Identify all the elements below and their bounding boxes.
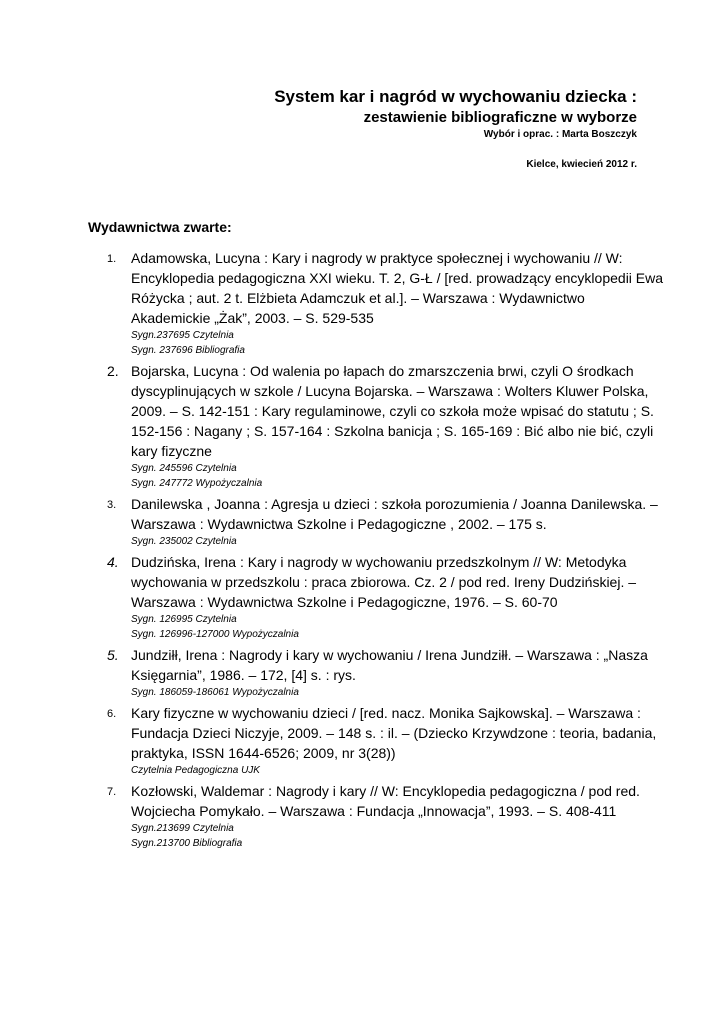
entry-text: Danilewska , Joanna : Agresja u dzieci : szkoła porozumienia / Joanna Danilewska. – Warszawa : Wydawnictwa Szkolne i Pedagogiczne , 2002. – 175 s. xyxy=(131,496,658,532)
bibliography-list xyxy=(0,248,725,854)
entry-number: 6. xyxy=(107,708,117,720)
entry-call-number: Sygn.213700 Bibliografia xyxy=(131,838,243,849)
entry-text: Adamowska, Lucyna : Kary i nagrody w praktyce społecznej i wychowaniu // W: Encyklopedia pedagogiczna XXI wieku. T. 2, G-Ł / [red. prowadzący encyklopedii Ewa Różycka ; aut. 2 t. Elżbieta Adamczuk et al.]. – Warszawa : Wydawnictwo Akademickie „Żak”, 2003. – S. 529-535 xyxy=(131,250,664,326)
entry-call-number: Sygn.237695 Czytelnia xyxy=(131,330,234,341)
entry-number: 7. xyxy=(107,786,117,798)
entry-number: 1. xyxy=(107,253,117,265)
bibliography-entry xyxy=(0,494,725,549)
document-subtitle: zestawienie bibliograficzne w wyborze xyxy=(363,109,637,126)
entry-call-number: Sygn. 235002 Czytelnia xyxy=(131,536,237,547)
entry-call-number: Sygn. 245596 Czytelnia xyxy=(131,463,237,474)
entry-call-number: Sygn. 126996-127000 Wypożyczalnia xyxy=(131,629,299,640)
entry-text: Bojarska, Lucyna : Od walenia po łapach do zmarszczenia brwi, czyli O środkach dyscyplinujących w szkole / Lucyna Bojarska. – Warszawa : Wolters Kluwer Polska, 2009. – S. 142-151 : Kary regulaminowe, czyli co szkoła może wpisać do statutu ; S. 152-156 : Nagany ; S. 157-164 : Szkolna banicja ; S. 165-169 : Bić albo nie bić, czyli kary fizyczne xyxy=(131,363,654,459)
document-author: Wybór i oprac. : Marta Boszczyk xyxy=(483,129,637,140)
entry-call-number: Sygn. 247772 Wypożyczalnia xyxy=(131,478,263,489)
entry-number: 3. xyxy=(107,499,117,511)
entry-call-number: Sygn. 186059-186061 Wypożyczalnia xyxy=(131,687,299,698)
entry-call-number: Sygn.213699 Czytelnia xyxy=(131,823,234,834)
entry-text: Kary fizyczne w wychowaniu dzieci / [red. nacz. Monika Sajkowska]. – Warszawa : Fundacja Dzieci Niczyje, 2009. – 148 s. : il. – (Dziecko Krzywdzone : teoria, badania, praktyka, ISSN 1644-6526; 2009, nr 3(28)) xyxy=(131,705,657,761)
bibliography-entry xyxy=(0,361,725,491)
entry-call-number: Sygn. 126995 Czytelnia xyxy=(131,614,237,625)
document-title: System kar i nagród w wychowaniu dziecka : xyxy=(274,87,637,106)
entry-text: Dudzińska, Irena : Kary i nagrody w wychowaniu przedszkolnym // W: Metodyka wychowania w przedszkolu : praca zbiorowa. Cz. 2 / pod red. Ireny Dudzińskiej. – Warszawa : Wydawnictwa Szkolne i Pedagogiczne, 1976. – S. 60-70 xyxy=(131,554,637,610)
entry-call-number: Czytelnia Pedagogiczna UJK xyxy=(131,765,260,776)
entry-number: 5. xyxy=(107,647,119,663)
entry-text: Kozłowski, Waldemar : Nagrody i kary // W: Encyklopedia pedagogiczna / pod red. Wojciecha Pomykało. – Warszawa : Fundacja „Innowacja”, 1993. – S. 408-411 xyxy=(131,783,640,819)
bibliography-entry xyxy=(0,645,725,700)
entry-number: 4. xyxy=(107,554,119,570)
entry-text: Jundziłł, Irena : Nagrody i kary w wychowaniu / Irena Jundziłł. – Warszawa : „Nasza Księgarnia”, 1986. – 172, [4] s. : rys. xyxy=(131,647,648,683)
bibliography-entry xyxy=(0,781,725,851)
entry-call-number: Sygn. 237696 Bibliografia xyxy=(131,345,245,356)
bibliography-entry xyxy=(0,248,725,358)
entry-number: 2. xyxy=(107,363,119,379)
document-place-date: Kielce, kwiecień 2012 r. xyxy=(526,159,637,170)
bibliography-entry xyxy=(0,703,725,778)
bibliography-entry xyxy=(0,552,725,642)
document-header xyxy=(274,86,637,172)
section-title: Wydawnictwa zwarte: xyxy=(88,219,232,235)
